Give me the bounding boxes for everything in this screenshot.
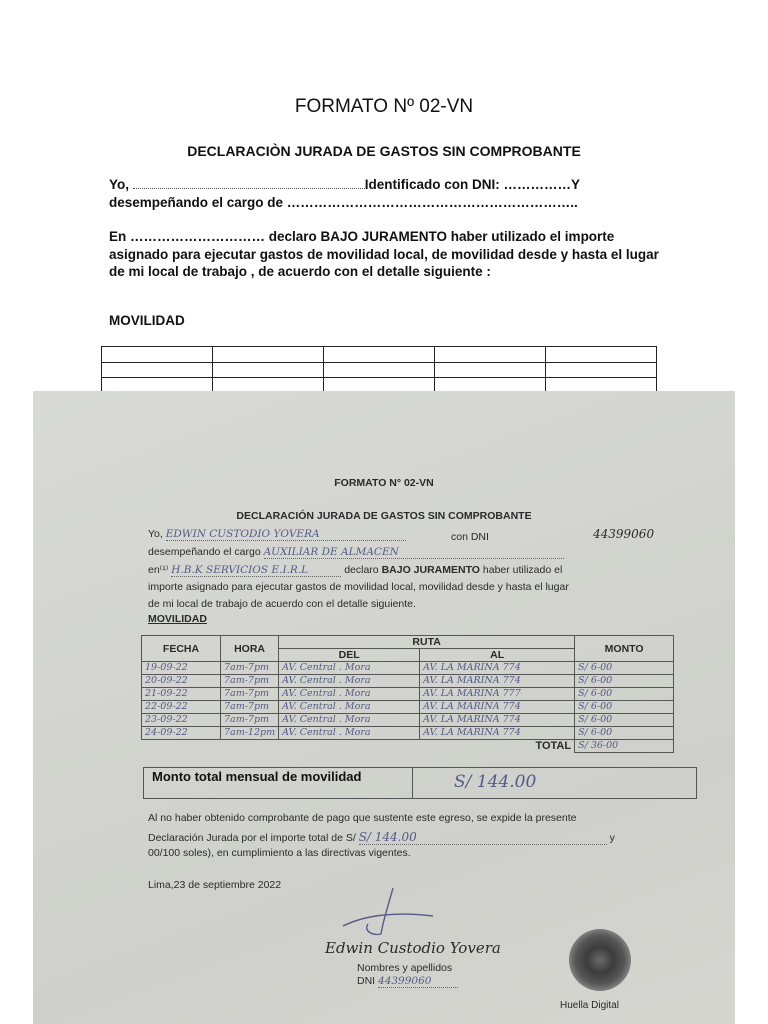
nombres-label: Nombres y apellidos bbox=[357, 962, 453, 974]
signature-scribble bbox=[333, 886, 443, 946]
cell-del: AV. Central . Mora bbox=[279, 675, 420, 688]
total-label: TOTAL bbox=[142, 740, 575, 753]
photo-en-line bbox=[148, 564, 562, 577]
note-amount-field: S/ 144.00 bbox=[359, 830, 607, 845]
page-title: FORMATO Nº 02-VN bbox=[294, 96, 474, 117]
cell-del: AV. Central . Mora bbox=[279, 701, 420, 714]
cell-hora: 7am-7pm bbox=[221, 688, 279, 701]
cell-fecha: 22-09-22 bbox=[142, 701, 221, 714]
note-line-2-end: y bbox=[609, 832, 615, 844]
document-subtitle: DECLARACIÒN JURADA DE GASTOS SIN COMPROBANTE bbox=[187, 143, 581, 159]
yo-line bbox=[109, 177, 580, 192]
cell-hora: 7am-7pm bbox=[221, 675, 279, 688]
photo-movilidad-heading: MOVILIDAD bbox=[148, 613, 207, 625]
cargo-label: desempeñando el cargo bbox=[148, 546, 261, 558]
scanned-form-photo bbox=[33, 391, 735, 1024]
movilidad-table bbox=[141, 635, 674, 753]
cell-monto: S/ 6-00 bbox=[575, 688, 674, 701]
cell-hora: 7am-12pm bbox=[221, 727, 279, 740]
photo-body-line2: importe asignado para ejecutar gastos de movilidad local, movilidad desde y hasta el lugar bbox=[148, 581, 569, 593]
cell-hora: 7am-7pm bbox=[221, 701, 279, 714]
note-line-1: Al no haber obtenido comprobante de pago que sustente este egreso, se expide la presente bbox=[148, 812, 577, 824]
declaro-text: declaro bbox=[344, 564, 379, 576]
table-header-row bbox=[142, 636, 674, 649]
col-ruta: RUTA bbox=[279, 636, 575, 649]
haber-text: haber utilizado el bbox=[482, 564, 563, 576]
table-row bbox=[142, 714, 674, 727]
cell-hora: 7am-7pm bbox=[221, 662, 279, 675]
table-row bbox=[142, 688, 674, 701]
monthly-total-box bbox=[143, 767, 697, 799]
dni-line bbox=[357, 975, 458, 988]
cell-del: AV. Central . Mora bbox=[279, 727, 420, 740]
cell-hora: 7am-7pm bbox=[221, 714, 279, 727]
note-line-2 bbox=[148, 830, 615, 845]
cell-al: AV. LA MARINA 774 bbox=[420, 727, 575, 740]
table-row bbox=[142, 727, 674, 740]
cell-al: AV. LA MARINA 774 bbox=[420, 662, 575, 675]
photo-body-line3: de mi local de trabajo de acuerdo con el detalle siguiente. bbox=[148, 598, 416, 610]
fingerprint-icon bbox=[569, 929, 631, 991]
dni-text: Identificado con DNI: ……………Y bbox=[364, 177, 581, 192]
signature-name: Edwin Custodio Yovera bbox=[325, 939, 501, 957]
cell-al: AV. LA MARINA 774 bbox=[420, 701, 575, 714]
table-row bbox=[142, 675, 674, 688]
photo-yo-line bbox=[148, 528, 406, 541]
total-value: S/ 36-00 bbox=[575, 740, 674, 753]
yo-prefix: Yo, bbox=[109, 177, 129, 192]
cell-del: AV. Central . Mora bbox=[279, 714, 420, 727]
col-del: DEL bbox=[279, 649, 420, 662]
photo-title: FORMATO N° 02-VN bbox=[334, 477, 434, 489]
cell-fecha: 21-09-22 bbox=[142, 688, 221, 701]
cell-al: AV. LA MARINA 774 bbox=[420, 714, 575, 727]
name-field: EDWIN CUSTODIO YOVERA bbox=[166, 528, 406, 541]
movilidad-heading: MOVILIDAD bbox=[109, 313, 185, 328]
col-monto: MONTO bbox=[575, 636, 674, 662]
cell-fecha: 20-09-22 bbox=[142, 675, 221, 688]
name-blank bbox=[133, 177, 365, 189]
col-al: AL bbox=[420, 649, 575, 662]
dni-label: DNI bbox=[357, 975, 376, 987]
cell-al: AV. LA MARINA 777 bbox=[420, 688, 575, 701]
cargo-line: desempeñando el cargo de ……………………………………………………….. bbox=[109, 195, 578, 210]
dni-signature-value: 44399060 bbox=[378, 975, 458, 988]
cell-fecha: 19-09-22 bbox=[142, 662, 221, 675]
photo-cargo-line bbox=[148, 546, 564, 559]
cell-del: AV. Central . Mora bbox=[279, 688, 420, 701]
monthly-total-label: Monto total mensual de movilidad bbox=[152, 769, 362, 784]
cell-monto: S/ 6-00 bbox=[575, 727, 674, 740]
cell-fecha: 23-09-22 bbox=[142, 714, 221, 727]
table-row bbox=[142, 662, 674, 675]
table-row bbox=[102, 347, 657, 363]
cell-al: AV. LA MARINA 774 bbox=[420, 675, 575, 688]
monthly-total-value: S/ 144.00 bbox=[454, 772, 537, 792]
yo-label: Yo, bbox=[148, 528, 163, 540]
con-dni-label: con DNI bbox=[451, 531, 489, 543]
place-date: Lima,23 de septiembre 2022 bbox=[148, 879, 282, 891]
table-row bbox=[102, 362, 657, 378]
cell-monto: S/ 6-00 bbox=[575, 714, 674, 727]
cargo-field: AUXILIAR DE ALMACEN bbox=[264, 546, 564, 559]
col-fecha: FECHA bbox=[142, 636, 221, 662]
col-hora: HORA bbox=[221, 636, 279, 662]
declaration-paragraph: En ………………………… declaro BAJO JURAMENTO haber utilizado el importe asignado para ejecutar gastos de movilidad local, de movilidad desde y hasta el lugar de mi local de trabajo , de acuerdo con el detalle siguiente : bbox=[109, 229, 659, 279]
box-divider bbox=[412, 768, 413, 798]
note-line-3: 00/100 soles), en cumplimiento a las directivas vigentes. bbox=[148, 847, 411, 859]
table-row bbox=[142, 701, 674, 714]
cell-monto: S/ 6-00 bbox=[575, 701, 674, 714]
photo-subtitle: DECLARACIÓN JURADA DE GASTOS SIN COMPROBANTE bbox=[236, 510, 532, 522]
cell-fecha: 24-09-22 bbox=[142, 727, 221, 740]
cell-monto: S/ 6-00 bbox=[575, 662, 674, 675]
bajo-juramento: BAJO JURAMENTO bbox=[381, 564, 480, 576]
cell-del: AV. Central . Mora bbox=[279, 662, 420, 675]
total-row bbox=[142, 740, 674, 753]
note-line-2-text: Declaración Jurada por el importe total de S/ bbox=[148, 832, 356, 844]
cell-monto: S/ 6-00 bbox=[575, 675, 674, 688]
company-field: H.B.K SERVICIOS E.I.R.L bbox=[171, 564, 341, 577]
huella-label: Huella Digital bbox=[560, 1000, 619, 1011]
en-label: en⁽¹⁾ bbox=[148, 564, 169, 576]
dni-value: 44399060 bbox=[593, 527, 655, 541]
